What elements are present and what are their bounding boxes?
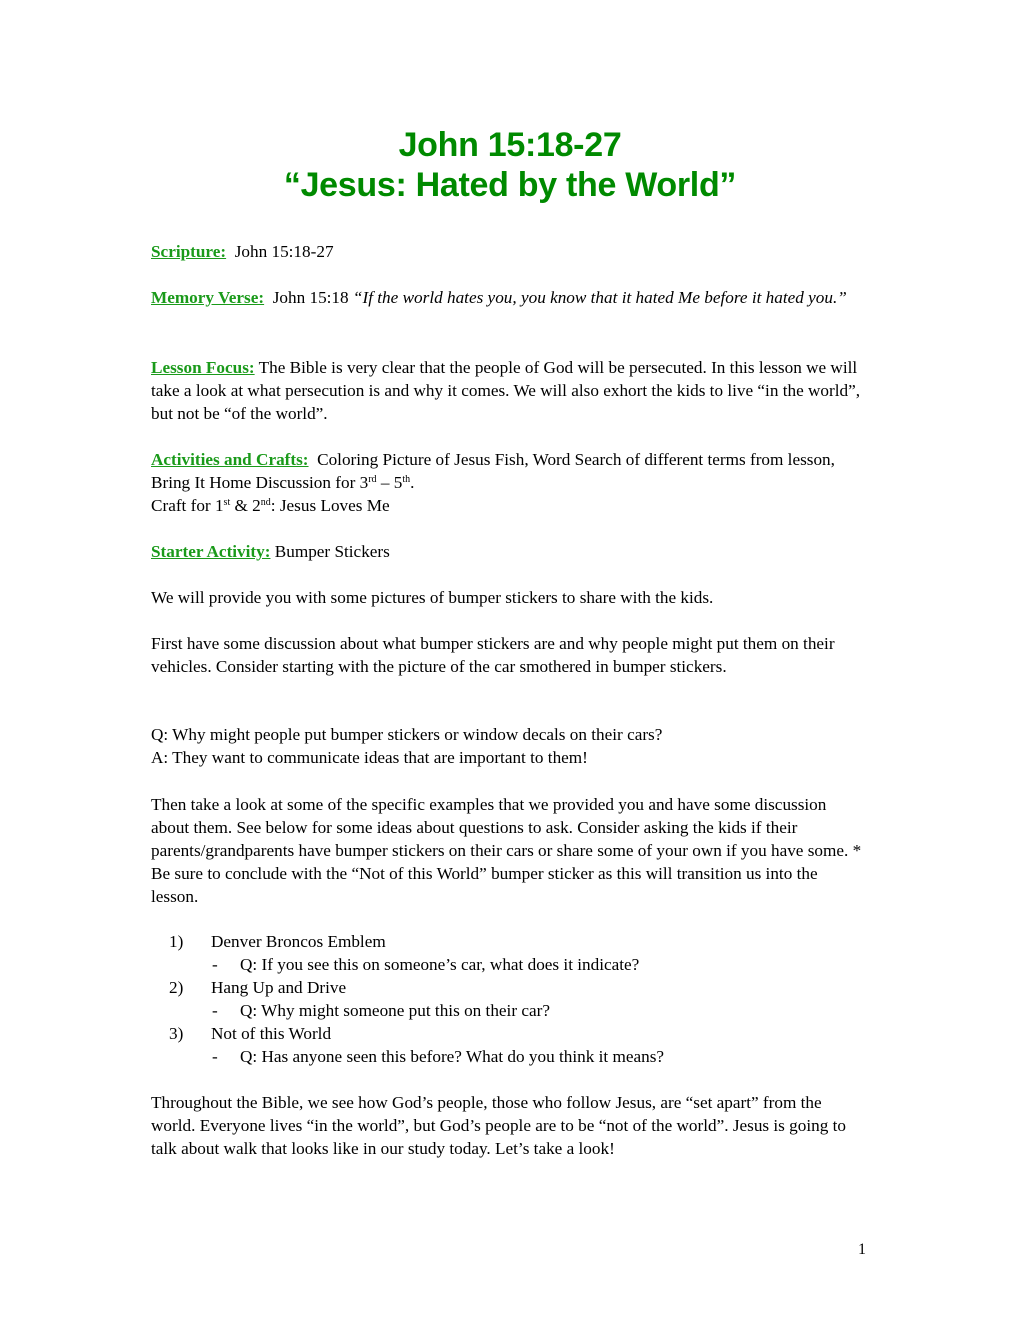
craft-text-a: Craft for 1 — [151, 496, 224, 515]
memory-verse-ref: John 15:18 — [272, 288, 349, 307]
activities-text-b: – 5 — [376, 473, 403, 492]
scripture-label: Scripture: — [151, 242, 227, 261]
list-subitem-dash: - — [212, 1047, 218, 1066]
memory-verse-label: Memory Verse: — [151, 288, 265, 307]
craft-text-c: : Jesus Loves Me — [270, 496, 390, 515]
activities-text: Coloring Picture of Jesus Fish, Word Search of different terms from lesson, Bring It Home Discussion for 3 — [151, 450, 835, 492]
list-item-number: 2) — [169, 978, 184, 997]
list-subitem-dash: - — [212, 955, 218, 974]
answer-text: A: They want to communicate ideas that are important to them! — [151, 748, 588, 767]
lesson-focus — [151, 356, 866, 425]
lesson-focus-label: Lesson Focus: — [151, 358, 255, 377]
craft-text-b: & 2 — [230, 496, 261, 515]
memory-verse — [151, 286, 866, 309]
list-item-number: 1) — [169, 932, 184, 951]
activities-label: Activities and Crafts: — [151, 450, 309, 469]
starter-label: Starter Activity: — [151, 542, 271, 561]
page-number: 1 — [858, 1241, 866, 1258]
list-subitem-dash: - — [212, 1001, 218, 1020]
list-item-title: Not of this World — [211, 1024, 332, 1043]
paragraph-3: Then take a look at some of the specific examples that we provided you and have some discussion about them. See below for some ideas about questions to ask. Consider asking the kids if their parents/grandparents have bumper stickers on their cars or share some of your own if you have some. * Be sure to conclude with the “Not of this World” bumper sticker as this will transition us into the lesson. — [151, 795, 862, 906]
activities-sup-rd: rd — [368, 474, 377, 485]
paragraph-1: We will provide you with some pictures of bumper stickers to share with the kids. — [151, 588, 714, 607]
title-reference: John 15:18-27 — [398, 126, 622, 164]
list-item-number: 3) — [169, 1024, 184, 1043]
lesson-focus-text: The Bible is very clear that the people of God will be persecuted. In this lesson we will take a look at what persecution is and why it comes. We will also exhort the kids to live “in the world”, but not be “of the world”. — [151, 358, 861, 423]
scripture-text: John 15:18-27 — [234, 242, 334, 261]
craft-sup-st: st — [223, 497, 231, 508]
activities-sup-th: th — [402, 474, 411, 485]
activities-text-c: . — [410, 473, 415, 492]
scripture-line — [151, 240, 866, 263]
starter-text: Bumper Stickers — [274, 542, 390, 561]
paragraph-4: Throughout the Bible, we see how God’s people, those who follow Jesus, are “set apart” from the world. Everyone lives “in the world”, but God’s people are to be “not of the world”. Jesus is going to talk about walk that looks like in our study today. Let’s take a look! — [151, 1093, 846, 1158]
list-subitem-question: Q: If you see this on someone’s car, what does it indicate? — [240, 955, 640, 974]
title-subtitle: “Jesus: Hated by the World” — [283, 166, 737, 204]
starter-activity — [151, 540, 866, 563]
list-item-title: Hang Up and Drive — [211, 978, 347, 997]
list-subitem-question: Q: Has anyone seen this before? What do you think it means? — [240, 1047, 665, 1066]
activities-crafts — [151, 448, 866, 517]
question-text: Q: Why might people put bumper stickers or window decals on their cars? — [151, 725, 663, 744]
list-subitem-question: Q: Why might someone put this on their car? — [240, 1001, 550, 1020]
list-item-title: Denver Broncos Emblem — [211, 932, 386, 951]
question-answer — [151, 723, 866, 769]
craft-sup-nd: nd — [260, 497, 271, 508]
paragraph-2: First have some discussion about what bumper stickers are and why people might put them on their vehicles. Consider starting with the picture of the car smothered in bumper stickers. — [151, 634, 835, 676]
memory-verse-quote: “If the world hates you, you know that it hated Me before it hated you.” — [352, 288, 847, 307]
